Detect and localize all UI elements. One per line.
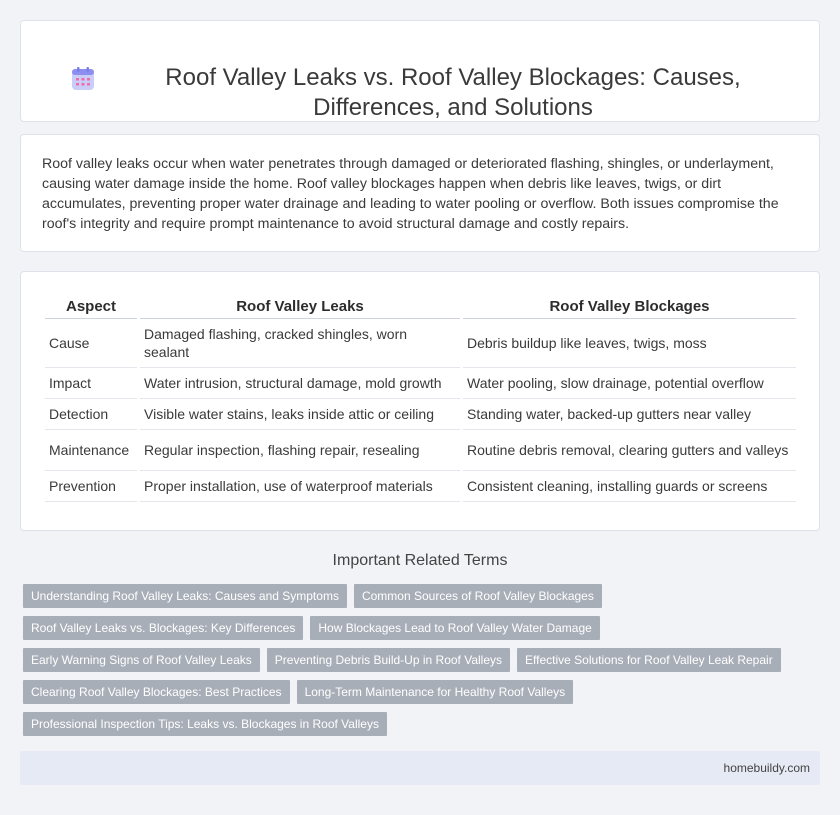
calendar-icon <box>70 66 96 92</box>
table-cell: Cause <box>45 319 137 368</box>
related-term-tag[interactable]: Understanding Roof Valley Leaks: Causes and Symptoms <box>23 584 347 608</box>
column-header: Roof Valley Leaks <box>140 293 460 319</box>
related-term-tag[interactable]: Clearing Roof Valley Blockages: Best Practices <box>23 680 290 704</box>
table-cell: Visible water stains, leaks inside attic or ceiling <box>140 399 460 430</box>
related-term-tag[interactable]: Early Warning Signs of Roof Valley Leaks <box>23 648 260 672</box>
table-cell: Debris buildup like leaves, twigs, moss <box>463 319 796 368</box>
table-cell: Damaged flashing, cracked shingles, worn sealant <box>140 319 460 368</box>
table-row <box>45 368 796 399</box>
related-terms-list <box>23 584 818 744</box>
tag-row <box>23 680 818 704</box>
related-term-tag[interactable]: Preventing Debris Build-Up in Roof Valleys <box>267 648 510 672</box>
table-row <box>45 399 796 430</box>
page-title: Roof Valley Leaks vs. Roof Valley Blockages: Causes, Differences, and Solutions <box>165 64 741 121</box>
comparison-card <box>20 271 820 531</box>
tag-row <box>23 648 818 672</box>
table-header-row <box>45 293 796 319</box>
related-term-tag[interactable]: Effective Solutions for Roof Valley Leak Repair <box>517 648 781 672</box>
related-term-tag[interactable]: Common Sources of Roof Valley Blockages <box>354 584 602 608</box>
tag-row <box>23 584 818 608</box>
related-term-tag[interactable]: Roof Valley Leaks vs. Blockages: Key Differences <box>23 616 303 640</box>
table-cell: Proper installation, use of waterproof materials <box>140 471 460 502</box>
title-card <box>20 20 820 122</box>
column-header: Roof Valley Blockages <box>463 293 796 319</box>
related-term-tag[interactable]: How Blockages Lead to Roof Valley Water Damage <box>310 616 599 640</box>
footer-site-link[interactable]: homebuildy.com <box>723 761 810 775</box>
table-cell: Prevention <box>45 471 137 502</box>
intro-card <box>20 134 820 252</box>
footer <box>20 751 820 785</box>
table-cell: Impact <box>45 368 137 399</box>
related-term-tag[interactable]: Professional Inspection Tips: Leaks vs. Blockages in Roof Valleys <box>23 712 387 736</box>
table-cell: Regular inspection, flashing repair, resealing <box>140 430 460 471</box>
table-row <box>45 319 796 368</box>
table-cell: Water pooling, slow drainage, potential overflow <box>463 368 796 399</box>
related-terms-heading: Important Related Terms <box>332 552 508 569</box>
comparison-table <box>42 293 799 502</box>
table-cell: Standing water, backed-up gutters near valley <box>463 399 796 430</box>
table-row <box>45 471 796 502</box>
table-cell: Detection <box>45 399 137 430</box>
intro-paragraph: Roof valley leaks occur when water penetrates through damaged or deteriorated flashing, shingles, or underlayment, causing water damage inside the home. Roof valley blockages happen when debris like leaves, twigs, or dirt accumulates, preventing proper water drainage and leading to water pooling or overflow. Both issues compromise the roof's integrity and require prompt maintenance to avoid structural damage and costly repairs. <box>42 156 779 232</box>
column-header: Aspect <box>45 293 137 319</box>
table-cell: Consistent cleaning, installing guards or screens <box>463 471 796 502</box>
table-row <box>45 430 796 471</box>
tag-row <box>23 712 818 736</box>
related-term-tag[interactable]: Long-Term Maintenance for Healthy Roof Valleys <box>297 680 574 704</box>
table-cell: Water intrusion, structural damage, mold growth <box>140 368 460 399</box>
table-cell: Routine debris removal, clearing gutters and valleys <box>463 430 796 471</box>
tag-row <box>23 616 818 640</box>
table-cell: Maintenance <box>45 430 137 471</box>
